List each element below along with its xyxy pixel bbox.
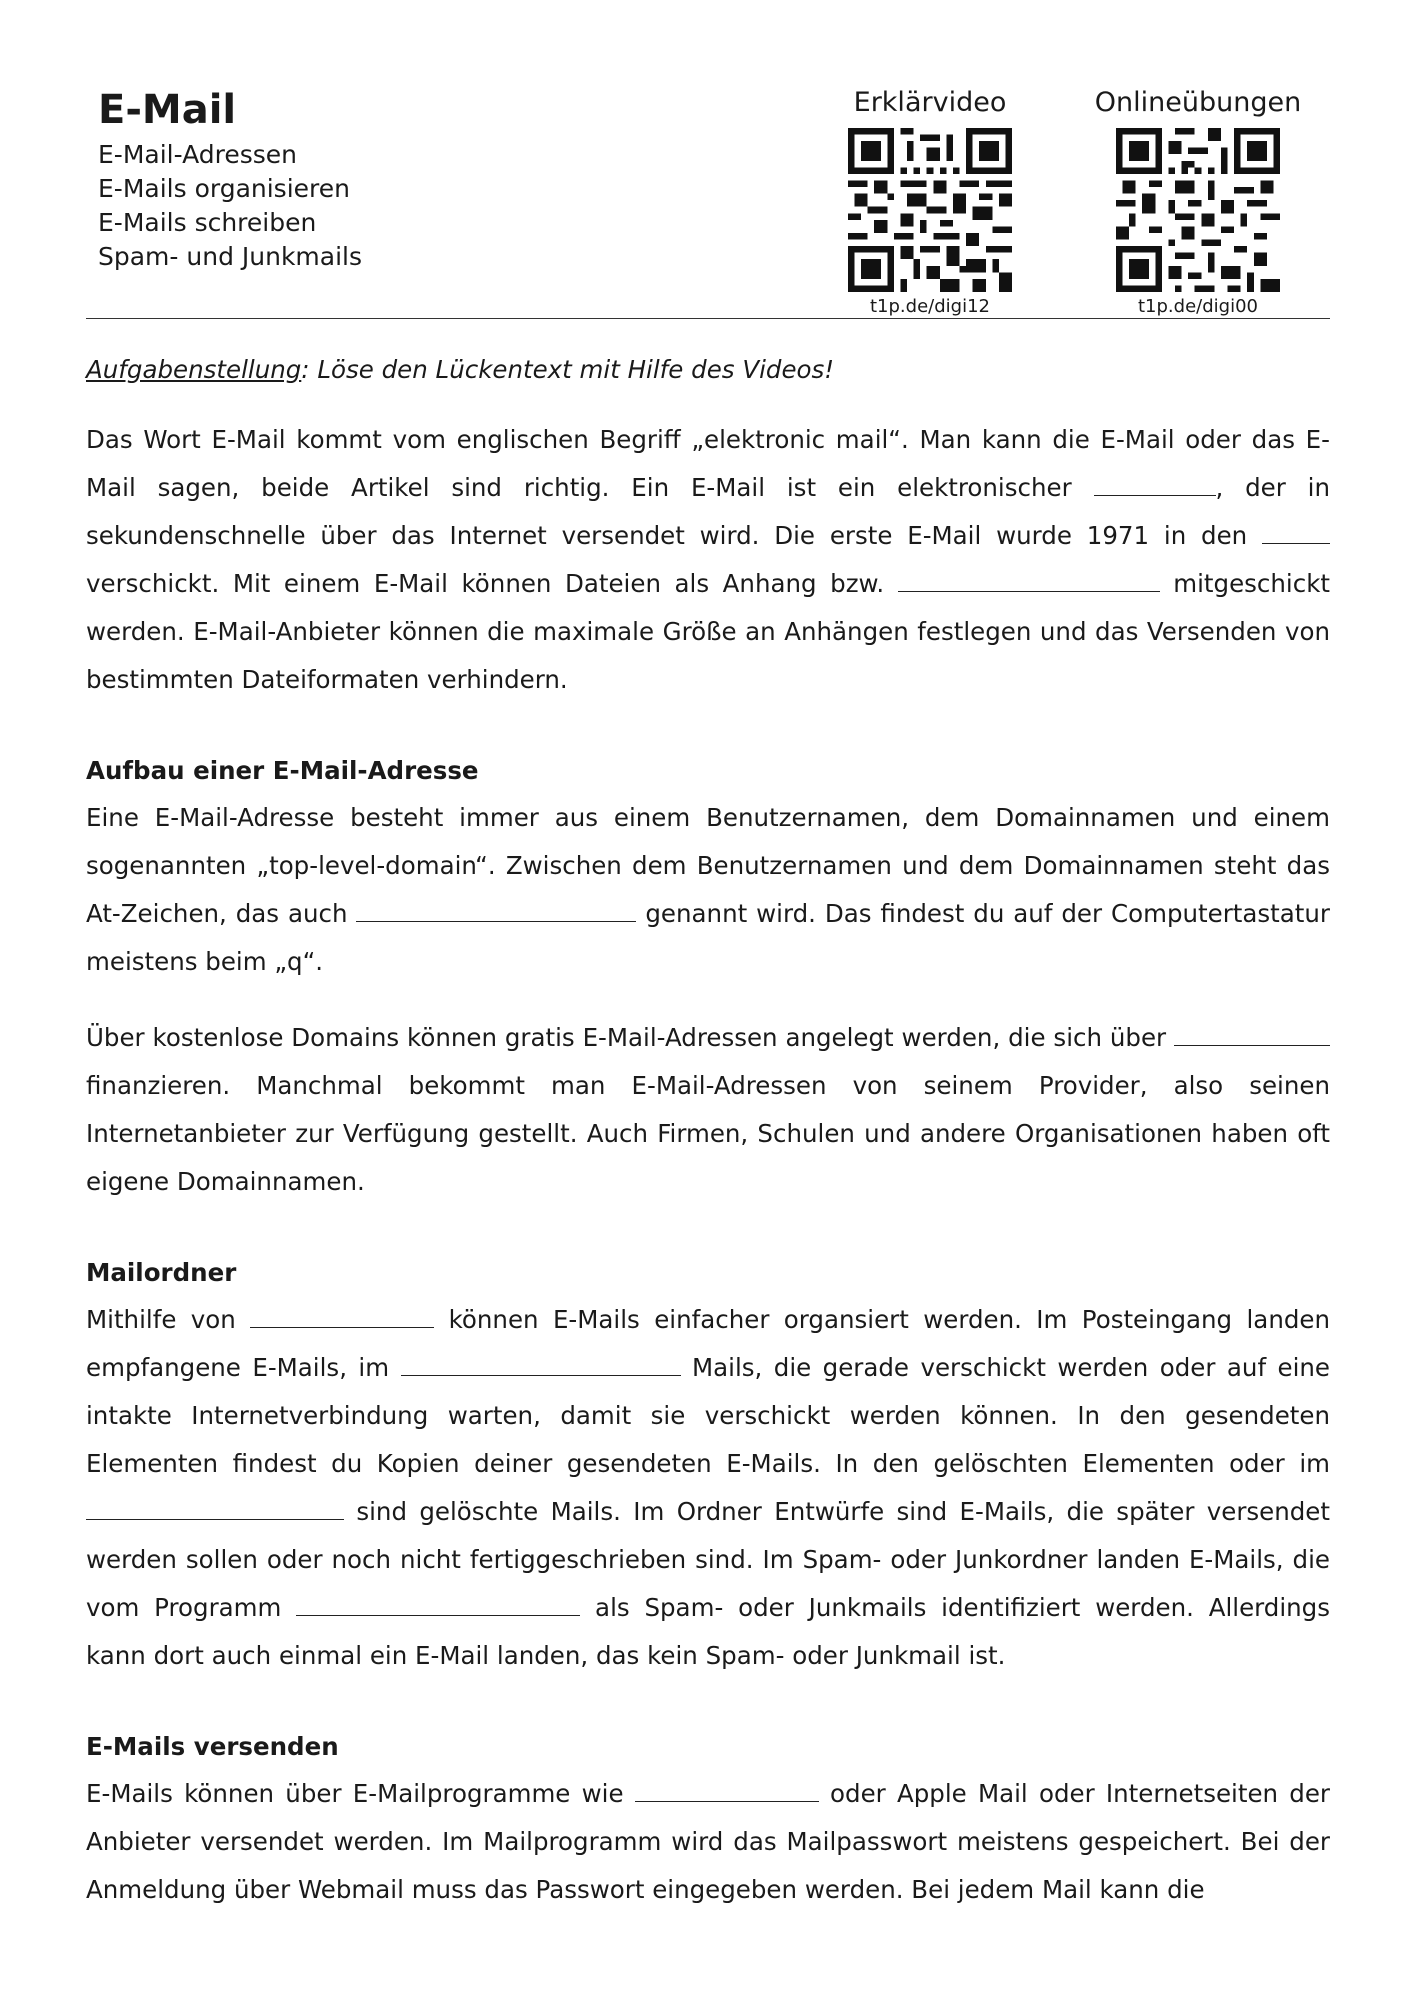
qr-label: Erklärvideo	[853, 87, 1007, 118]
text-segment: können E-Mails einfacher organsiert werden. Im Posteingang landen empfangene E-Mails, im	[86, 1305, 1331, 1382]
blank-field[interactable]	[1262, 519, 1330, 545]
task-text: : Löse den Lückentext mit Hilfe des Videos!	[301, 355, 835, 384]
section-heading: Mailordner	[86, 1258, 237, 1287]
text-segment: Über kostenlose Domains können gratis E-Mail-Adressen angelegt werden, die sich über	[86, 1023, 1174, 1052]
worksheet-header	[0, 0, 1414, 322]
blank-field[interactable]	[1094, 471, 1216, 497]
worksheet-body	[86, 346, 1330, 1914]
qr-url: t1p.de/digi00	[1138, 296, 1258, 317]
topic-item: Spam- und Junkmails	[98, 242, 363, 271]
text-segment: als Spam- oder Junkmails identifiziert werden. Allerdings kann dort auch einmal ein E-Mail landen, das kein Spam- oder Junkmail ist.	[86, 1593, 1330, 1670]
text-segment: E-Mails können über E-Mailprogramme wie	[86, 1779, 635, 1808]
task-instruction	[86, 346, 1330, 394]
domains-paragraph	[86, 1014, 1330, 1206]
section-heading: E-Mails versenden	[86, 1732, 339, 1761]
text-segment: mitgeschickt werden. E-Mail-Anbieter können die maximale Größe an Anhängen festlegen und das Versenden von bestimmten Dateiformaten verhindern.	[86, 569, 1330, 694]
qr-label: Onlineübungen	[1094, 87, 1302, 118]
topic-item: E-Mails organisieren	[98, 174, 350, 203]
blank-field[interactable]	[401, 1351, 681, 1377]
qr-code-explainer-video[interactable]	[820, 86, 1040, 318]
topic-item: E-Mails schreiben	[98, 208, 317, 237]
sending-paragraph	[86, 1770, 1330, 1914]
blank-field[interactable]	[635, 1777, 819, 1803]
text-segment: Eine E-Mail-Adresse besteht immer aus einem Benutzernamen, dem Domainnamen und einem sogenannten „top-level-domain“. Zwischen dem Benutzernamen und dem Domainnamen steht das At-Zeichen, das auch	[86, 803, 1330, 928]
blank-field[interactable]	[898, 567, 1160, 593]
address-paragraph	[86, 794, 1330, 986]
section-heading: Aufbau einer E-Mail-Adresse	[86, 756, 479, 785]
text-segment: , der in sekundenschnelle über das Internet versendet wird. Die erste E-Mail wurde 1971 in den	[86, 473, 1330, 550]
blank-field[interactable]	[1174, 1021, 1330, 1047]
mailfolder-paragraph	[86, 1296, 1330, 1680]
text-segment: sind gelöschte Mails. Im Ordner Entwürfe sind E-Mails, die später versendet werden sollen oder noch nicht fertiggeschrieben sind. Im Spam- oder Junkordner landen E-Mails, die vom Programm	[86, 1497, 1330, 1622]
blank-field[interactable]	[86, 1495, 344, 1521]
header-divider	[86, 318, 1330, 319]
task-label: Aufgabenstellung	[86, 355, 302, 384]
page-title: E-Mail	[98, 87, 237, 133]
blank-field[interactable]	[296, 1591, 580, 1617]
qr-code-icon	[848, 128, 1012, 292]
intro-paragraph	[86, 416, 1330, 704]
text-segment: Mails, die gerade verschickt werden oder auf eine intakte Internetverbindung warten, damit sie verschickt werden können. In den gesendeten Elementen findest du Kopien deiner gesendeten E-Mails. In den gelöschten Elementen oder im	[86, 1353, 1331, 1478]
text-segment: finanzieren. Manchmal bekommt man E-Mail-Adressen von seinem Provider, also seinen Internetanbieter zur Verfügung gestellt. Auch Firmen, Schulen und andere Organisationen haben oft eigene Domainnamen.	[86, 1071, 1330, 1196]
text-segment: verschickt. Mit einem E-Mail können Dateien als Anhang bzw.	[86, 569, 898, 598]
text-segment: Das Wort E-Mail kommt vom englischen Begriff „elektronic mail“. Man kann die E-Mail oder das E-Mail sagen, beide Artikel sind richtig. Ein E-Mail ist ein elektronischer	[86, 425, 1330, 502]
qr-code-online-exercises[interactable]	[1088, 86, 1308, 318]
topic-item: E-Mail-Adressen	[98, 140, 297, 169]
text-segment: genannt wird. Das findest du auf der Computertastatur meistens beim „q“.	[86, 899, 1330, 976]
text-segment: Mithilfe von	[86, 1305, 251, 1334]
topic-list	[98, 138, 362, 274]
blank-field[interactable]	[250, 1303, 434, 1329]
blank-field[interactable]	[356, 897, 636, 923]
qr-code-icon	[1116, 128, 1280, 292]
qr-url: t1p.de/digi12	[870, 296, 990, 317]
text-segment: oder Apple Mail oder Internetseiten der Anbieter versendet werden. Im Mailprogramm wird das Mailpasswort meistens gespeichert. Bei der Anmeldung über Webmail muss das Passwort eingegeben werden. Bei jedem Mail kann die	[86, 1779, 1330, 1904]
